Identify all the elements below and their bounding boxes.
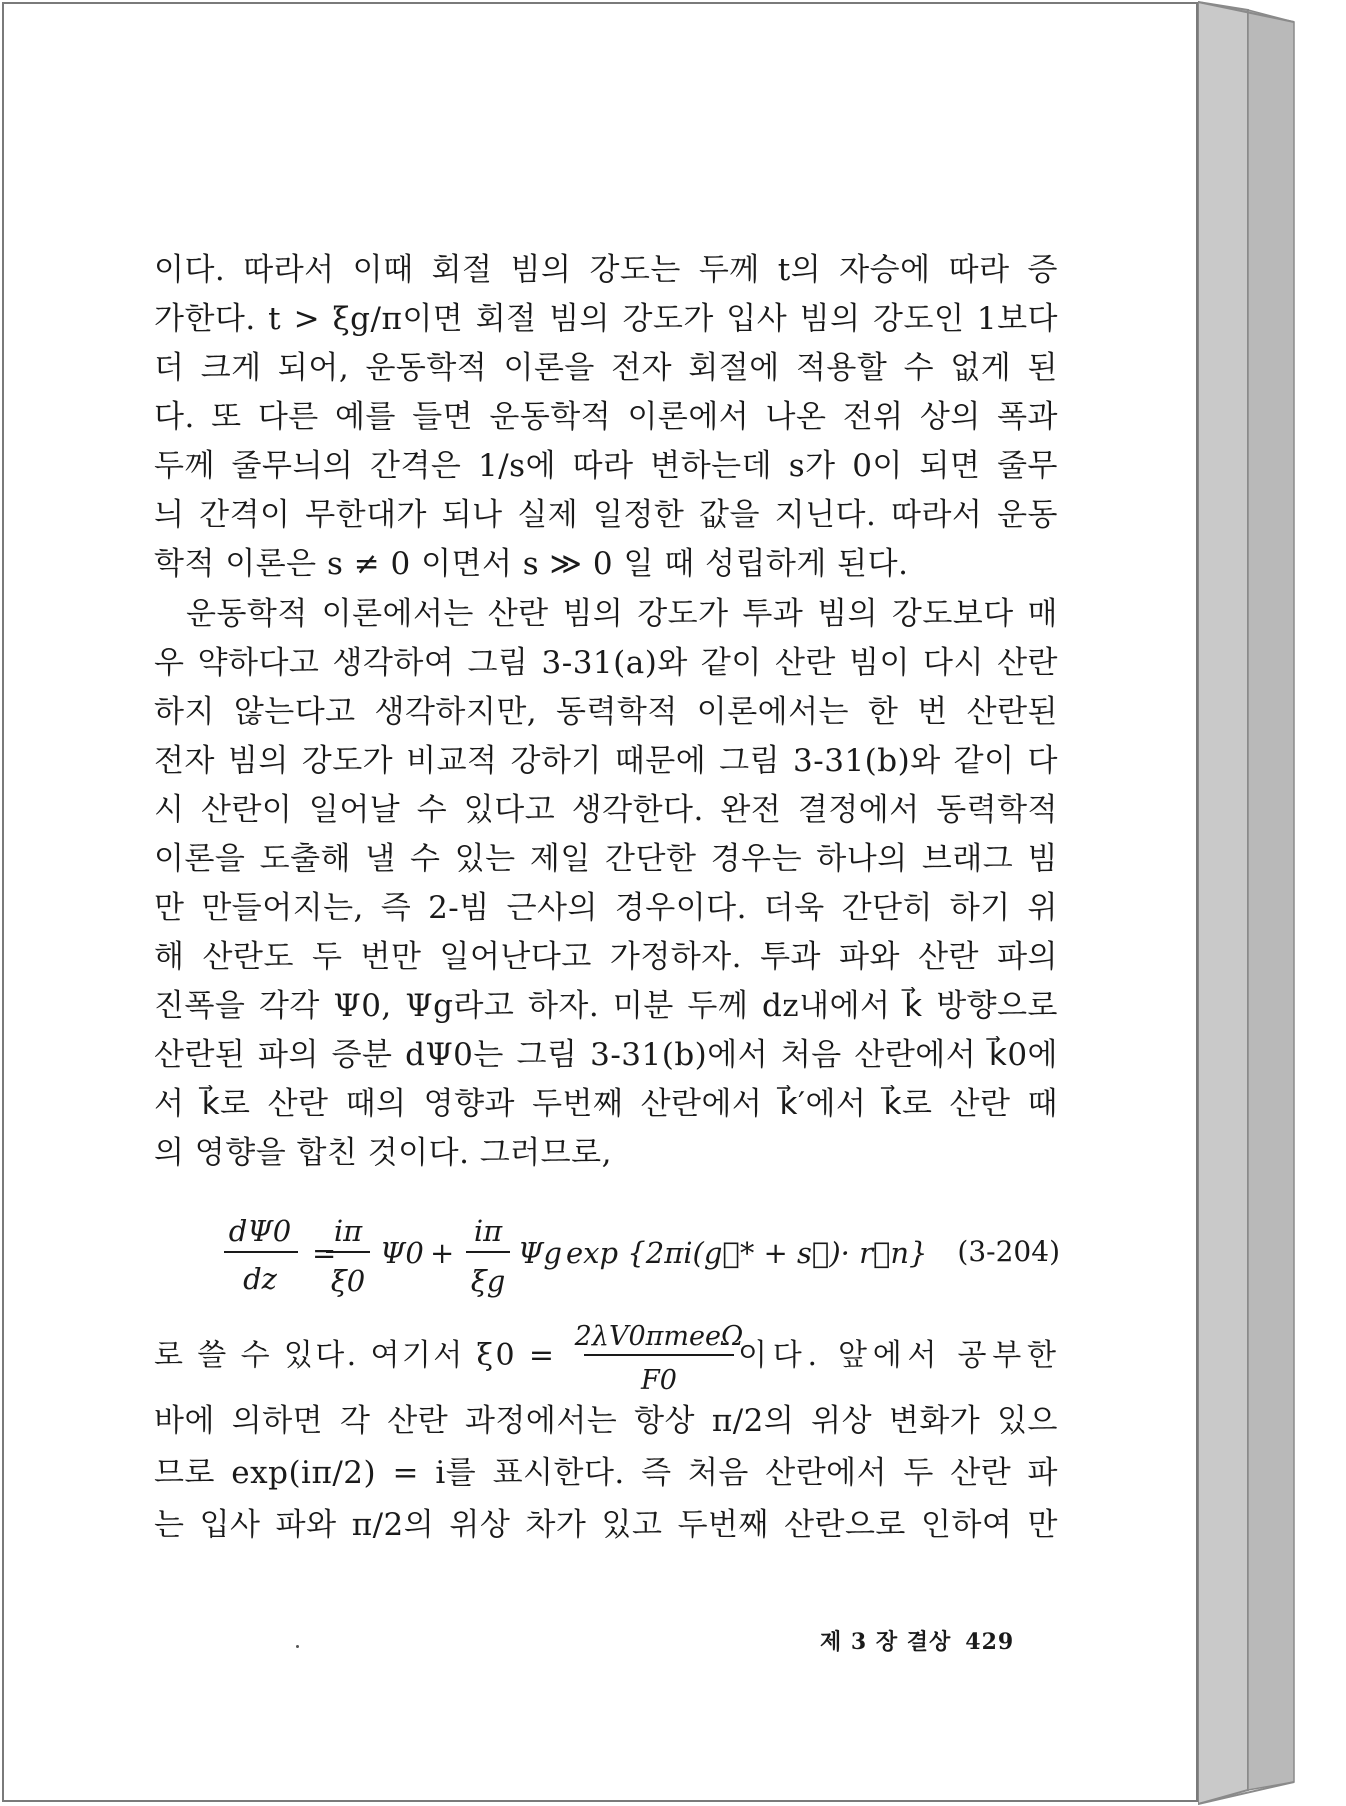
xi-denominator: F0 [641,1365,677,1395]
text-line: 만 만들어지는, 즉 2-빔 근사의 경우이다. 더욱 간단히 하기 위 [154,890,1058,926]
term1-denominator: ξ0 [330,1264,366,1298]
text-line: 다. 또 다른 예를 들면 운동학적 이론에서 나온 전위 상의 폭과 [154,399,1058,435]
lhs-numerator: dΨ0 [228,1214,292,1248]
exp-term: exp {2πi(g⃗* + s⃗)· r⃗n} [566,1236,928,1270]
xi-numerator: 2λV0πmeeΩ [574,1321,744,1352]
xi-definition-svg [154,1315,1058,1395]
text-line: 전자 빔의 강도가 비교적 강하기 때문에 그림 3-31(b)와 같이 다 [154,743,1058,779]
print-speck [296,1645,299,1648]
book-edge [1198,0,1346,1806]
page-footer [820,1625,1014,1656]
term2-numerator: iπ [473,1214,503,1248]
text-line: 운동학적 이론에서는 산란 빔의 강도가 투과 빔의 강도보다 매 [186,596,1058,632]
term1-numerator: iπ [333,1214,363,1248]
lhs-denominator: dz [243,1262,277,1296]
text-line: 학적 이론은 s ≠ 0 이면서 s ≫ 0 일 때 성립하게 된다. [154,546,909,582]
equation-body [220,1205,940,1315]
equation-number: (3-204) [957,1235,1060,1268]
equation-3-204 [220,1205,1060,1315]
xi-text-after: 이다. 앞에서 공부한 [738,1338,1056,1373]
text-line: 므로 exp(iπ/2) = i를 표시한다. 즉 처음 산란에서 두 산란 파 [154,1455,1058,1491]
text-line: 두께 줄무늬의 간격은 1/s에 따라 변하는데 s가 0이 되면 줄무 [154,448,1058,484]
text-line: 서 k⃗로 산란 때의 영향과 두번째 산란에서 k⃗′에서 k⃗로 산란 때 [154,1086,1058,1122]
text-line: 더 크게 되어, 운동학적 이론을 전자 회절에 적용할 수 없게 된 [154,350,1058,386]
text-line: 우 약하다고 생각하여 그림 3-31(a)와 같이 산란 빔이 다시 산란 [154,645,1058,681]
xi-text-before: 로 쓸 수 있다. 여기서 ξ0 = [154,1338,554,1373]
text-line: 바에 의하면 각 산란 과정에서는 항상 π/2의 위상 변화가 있으 [154,1403,1058,1439]
text-line: 늬 간격이 무한대가 되나 실제 일정한 값을 지닌다. 따라서 운동 [154,497,1058,533]
equals-sign: = [312,1236,337,1270]
page-number: 429 [965,1629,1015,1655]
text-line: 의 영향을 합친 것이다. 그러므로, [154,1135,612,1171]
term2-psi: Ψg [518,1236,562,1270]
text-line: 이론을 도출해 낼 수 있는 제일 간단한 경우는 하나의 브래그 빔 [154,841,1058,877]
text-line: 이다. 따라서 이때 회절 빔의 강도는 두께 t의 자승에 따라 증 [154,252,1058,288]
term2-denominator: ξg [470,1264,506,1298]
term1-psi: Ψ0 [380,1236,424,1270]
text-line: 시 산란이 일어날 수 있다고 생각한다. 완전 결정에서 동력학적 [154,792,1058,828]
plus-sign: + [430,1236,455,1270]
text-line: 하지 않는다고 생각하지만, 동력학적 이론에서는 한 번 산란된 [154,694,1058,730]
text-line: 가한다. t > ξg/π이면 회절 빔의 강도가 입사 빔의 강도인 1보다 [154,301,1058,337]
xi-definition-line [154,1315,1058,1395]
text-line: 진폭을 각각 Ψ0, Ψg라고 하자. 미분 두께 dz내에서 k⃗ 방향으로 [154,988,1058,1024]
text-line: 는 입사 파와 π/2의 위상 차가 있고 두번째 산란으로 인하여 만 [154,1507,1058,1543]
text-line: 산란된 파의 증분 dΨ0는 그림 3-31(b)에서 처음 산란에서 k⃗0에 [154,1037,1058,1073]
chapter-label: 제 3 장 결상 [820,1629,952,1655]
text-line: 해 산란도 두 번만 일어난다고 가정하자. 투과 파와 산란 파의 [154,939,1058,975]
